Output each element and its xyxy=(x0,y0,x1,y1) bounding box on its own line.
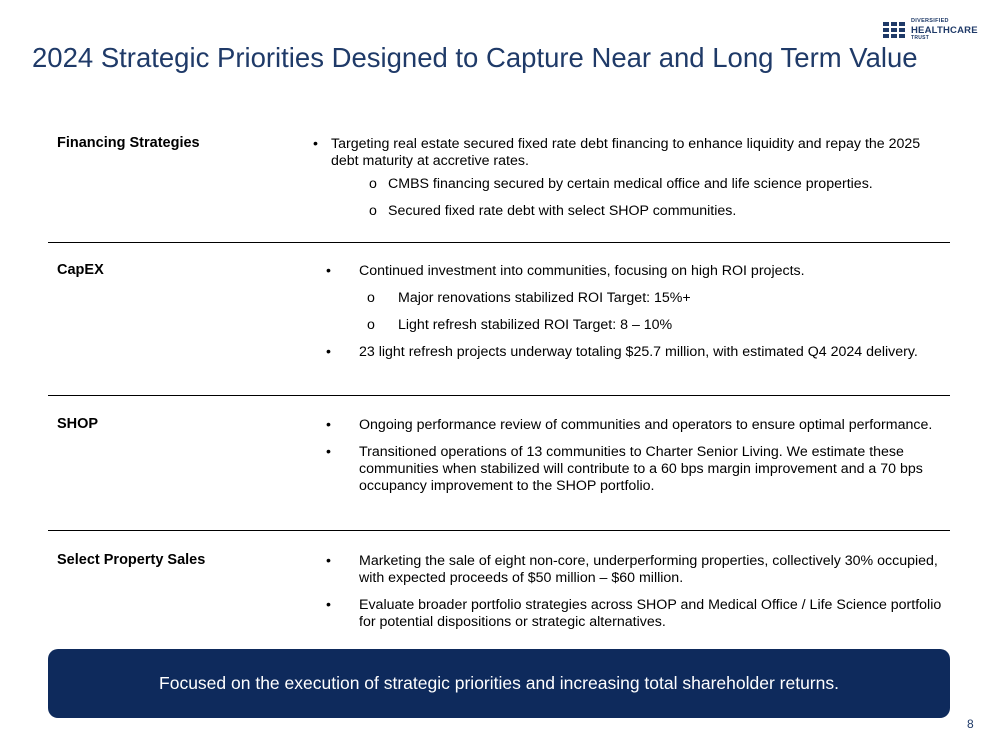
logo-mark-icon xyxy=(883,22,905,38)
page-number: 8 xyxy=(967,717,974,731)
bullet-text: Ongoing performance review of communities and operators to ensure optimal performance. xyxy=(359,417,933,433)
company-logo xyxy=(883,19,978,41)
bullet-item xyxy=(313,417,939,434)
sub-bullet-item xyxy=(313,317,950,334)
bullet-marker: • xyxy=(326,444,331,460)
bullet-item xyxy=(313,263,939,280)
sub-bullet-text: Light refresh stabilized ROI Target: 8 – 10% xyxy=(398,317,673,333)
page-title: 2024 Strategic Priorities Designed to Capture Near and Long Term Value xyxy=(32,42,918,73)
bullet-marker: • xyxy=(326,263,331,279)
row-bullets xyxy=(313,126,950,220)
priority-row-shop xyxy=(48,396,950,531)
sub-bullet-marker: o xyxy=(367,290,375,306)
row-heading: SHOP xyxy=(57,416,99,432)
sub-bullet-item xyxy=(313,176,950,193)
logo-line-2: HEALTHCARE xyxy=(911,24,978,36)
sub-bullet-text: Major renovations stabilized ROI Target: 15%+ xyxy=(398,290,691,306)
bullet-text: 23 light refresh projects underway totaling $25.7 million, with estimated Q4 2024 delivery. xyxy=(359,344,918,360)
bullet-marker: • xyxy=(326,344,331,360)
bullet-item xyxy=(313,344,939,361)
row-heading: Select Property Sales xyxy=(57,552,206,568)
priorities-table xyxy=(48,126,950,649)
bullet-item xyxy=(313,444,944,495)
row-heading: Financing Strategies xyxy=(57,135,200,151)
bullet-item xyxy=(313,597,944,631)
row-heading: CapEX xyxy=(57,262,104,278)
bullet-text: Targeting real estate secured fixed rate debt financing to enhance liquidity and repay the 2025 debt maturity at accretive rates. xyxy=(331,136,921,169)
bullet-text: Transitioned operations of 13 communities to Charter Senior Living. We estimate these communities when stabilized will contribute to a 60 bps margin improvement and a 70 bps occupancy improvement to the SHOP portfolio. xyxy=(359,444,923,494)
sub-bullet-text: CMBS financing secured by certain medical office and life science properties. xyxy=(388,176,873,192)
sub-bullet-text: Secured fixed rate debt with select SHOP communities. xyxy=(388,203,737,219)
bullet-marker: • xyxy=(326,417,331,433)
logo-line-3: TRUST xyxy=(911,35,930,41)
sub-bullet-marker: o xyxy=(369,176,377,192)
bullet-text: Continued investment into communities, focusing on high ROI projects. xyxy=(359,263,805,279)
bullet-marker: • xyxy=(313,136,318,152)
row-bullets xyxy=(313,243,950,361)
priority-row-capex xyxy=(48,243,950,396)
sub-bullet-item xyxy=(313,290,950,307)
row-bullets xyxy=(313,396,950,495)
logo-line-1: DIVERSIFIED xyxy=(911,18,949,24)
sub-bullet-item xyxy=(313,203,950,220)
summary-banner xyxy=(48,649,950,718)
priority-row-financing xyxy=(48,126,950,243)
bullet-item xyxy=(313,553,944,587)
bullet-marker: • xyxy=(326,553,331,569)
bullet-item xyxy=(313,136,941,170)
logo-text xyxy=(911,19,978,41)
sub-bullet-marker: o xyxy=(367,317,375,333)
bullet-marker: • xyxy=(326,597,331,613)
priority-row-property-sales xyxy=(48,531,950,649)
banner-text: Focused on the execution of strategic priorities and increasing total shareholder returns. xyxy=(159,673,839,693)
bullet-text: Marketing the sale of eight non-core, underperforming properties, collectively 30% occupied, with expected proceeds of $50 million – $60 million. xyxy=(359,553,938,586)
row-bullets xyxy=(313,531,950,631)
bullet-text: Evaluate broader portfolio strategies across SHOP and Medical Office / Life Science portfolio for potential dispositions or strategic alternatives. xyxy=(359,597,942,630)
sub-bullet-marker: o xyxy=(369,203,377,219)
